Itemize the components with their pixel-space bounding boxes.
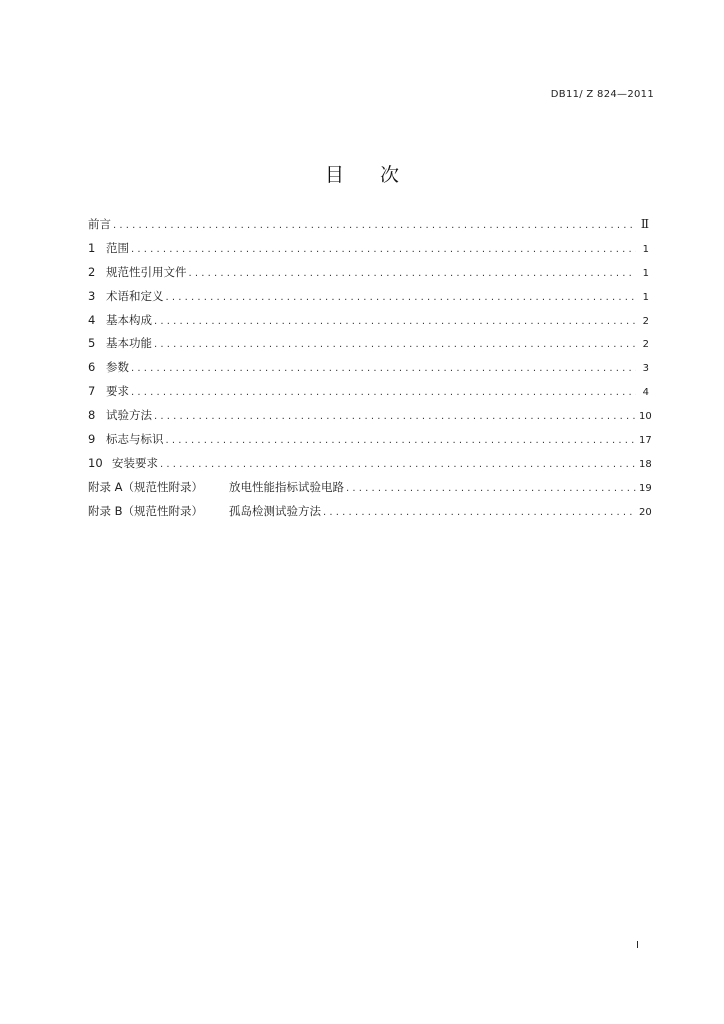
toc-entry-label: 安装要求 — [112, 455, 158, 470]
toc-title-char-1: 目 — [324, 164, 344, 186]
toc-entry-label: 试验方法 — [106, 408, 152, 423]
toc-entry-label: 标志与标识 — [106, 432, 164, 447]
toc-entry-number: 9 — [88, 432, 96, 447]
toc-title-char-2: 次 — [380, 164, 400, 186]
toc-entry-9[interactable] — [88, 431, 652, 455]
toc-entry-number: 10 — [88, 455, 103, 470]
toc-entry-label: 范围 — [106, 240, 129, 255]
toc-leader-dots — [113, 220, 636, 231]
toc-entry-page: 1 — [642, 267, 649, 279]
toc-entry-label: 规范性引用文件 — [106, 264, 187, 279]
toc-entry-number: 1 — [88, 240, 96, 255]
toc-entry-label: 附录 B（规范性附录） — [88, 503, 204, 518]
toc-leader-dots — [160, 459, 636, 470]
toc-entry-number: 8 — [88, 408, 96, 423]
toc-entry-7[interactable] — [88, 383, 649, 407]
toc-entry-page: 18 — [639, 458, 652, 470]
toc-leader-dots — [154, 339, 636, 350]
toc-leader-dots — [166, 292, 637, 303]
toc-entry-number: 3 — [88, 288, 96, 303]
toc-entry-2[interactable] — [88, 264, 649, 288]
toc-entry-number: 7 — [88, 384, 96, 399]
toc-entry-page: 19 — [639, 482, 652, 494]
toc-entry-number: 2 — [88, 264, 96, 279]
toc-entry-5[interactable] — [88, 335, 649, 359]
toc-entry-appendix-a[interactable] — [88, 479, 652, 503]
toc-entry-10[interactable] — [88, 455, 652, 479]
toc-entry-page: 1 — [642, 243, 649, 255]
toc-title — [0, 160, 724, 187]
toc-leader-dots — [154, 316, 636, 327]
toc-entry-label: 附录 A（规范性附录） — [88, 479, 204, 494]
toc-entry-number: 4 — [88, 312, 96, 327]
toc-entry-1[interactable] — [88, 240, 649, 264]
toc-entry-label: 基本功能 — [106, 336, 152, 351]
toc-leader-dots — [346, 483, 636, 494]
toc-leader-dots — [131, 363, 636, 374]
toc-entry-number: 5 — [88, 336, 96, 351]
toc-entry-preface[interactable] — [88, 216, 649, 240]
toc-entry-label: 要求 — [106, 384, 129, 399]
toc-entry-appendix-b[interactable] — [88, 503, 652, 527]
toc-entry-page: 3 — [642, 363, 649, 375]
toc-entry-3[interactable] — [88, 288, 649, 312]
toc-entry-subtitle: 孤岛检测试验方法 — [229, 503, 322, 518]
toc-entry-6[interactable] — [88, 359, 649, 383]
toc-leader-dots — [323, 507, 636, 518]
toc-entry-8[interactable] — [88, 407, 652, 431]
toc-leader-dots — [189, 268, 637, 279]
toc-entry-label: 前言 — [88, 217, 111, 231]
toc-entry-page: 17 — [639, 435, 652, 447]
toc-leader-dots — [154, 411, 636, 422]
toc-leader-dots — [131, 244, 636, 255]
table-of-contents — [88, 216, 652, 527]
toc-entry-page: Ⅱ — [640, 217, 649, 231]
toc-entry-number: 6 — [88, 360, 96, 375]
toc-entry-label: 基本构成 — [106, 312, 152, 327]
toc-entry-page: 10 — [639, 411, 652, 423]
toc-entry-label: 参数 — [106, 360, 129, 375]
toc-entry-label: 术语和定义 — [106, 288, 164, 303]
toc-entry-4[interactable] — [88, 312, 649, 336]
toc-entry-page: 4 — [642, 387, 649, 399]
toc-leader-dots — [166, 435, 637, 446]
toc-entry-page: 20 — [639, 506, 652, 518]
page-number: I — [636, 940, 639, 951]
document-code: DB11/ Z 824—2011 — [550, 89, 654, 100]
toc-leader-dots — [131, 387, 636, 398]
toc-entry-page: 2 — [642, 315, 649, 327]
toc-entry-page: 2 — [642, 339, 649, 351]
toc-entry-page: 1 — [642, 291, 649, 303]
toc-entry-subtitle: 放电性能指标试验电路 — [229, 479, 345, 494]
